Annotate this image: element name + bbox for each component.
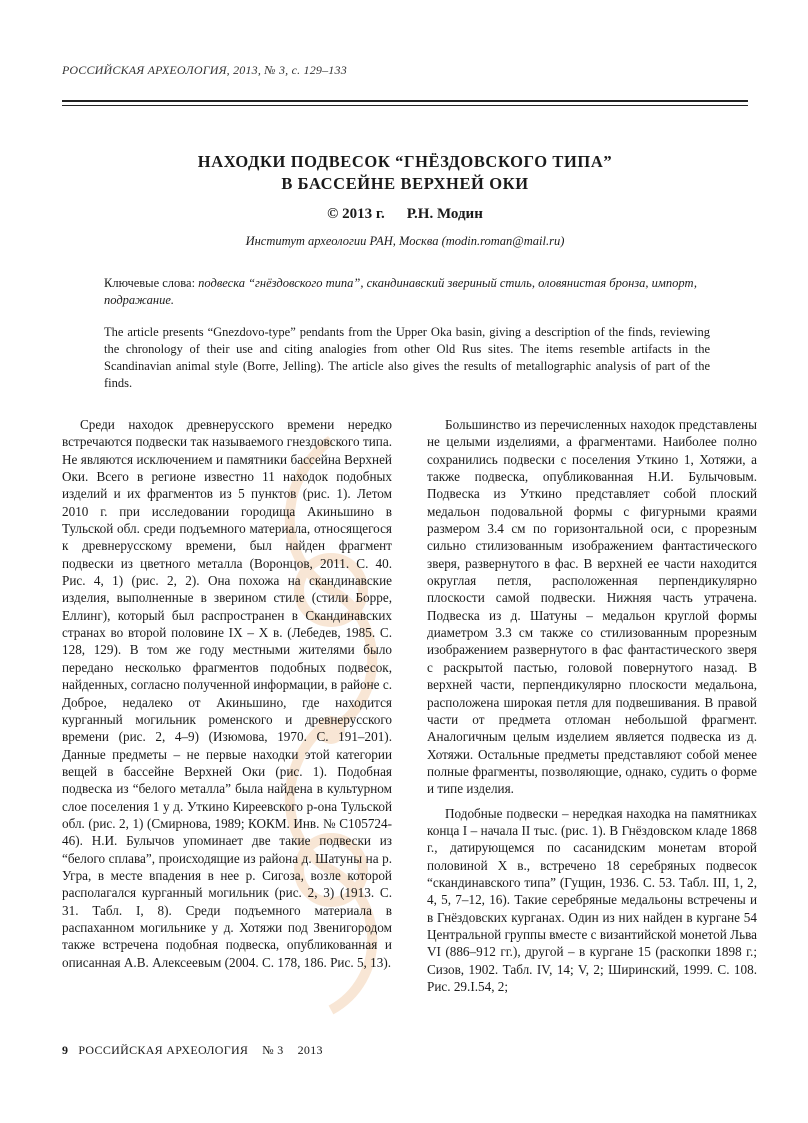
author-name: Р.Н. Модин [406,206,483,222]
keywords [104,275,710,309]
byline [62,206,748,223]
title-line-2: В БАССЕЙНЕ ВЕРХНЕЙ ОКИ [281,174,529,193]
paragraph: Большинство из перечисленных находок представлены не целыми изделиями, а фрагментами. Наиболее полно сохранились подвески с поселения Уткино 1, Хотяжи, а также подвеска, опубликованная Н.И. Булычовым. Подвеска из Уткино представляет собой плоский медальон подовальной формы с фигурными краями размером 3.4 см по горизонтальной оси, с прорезным сильно стилизованным изображением фантастического зверя, развернутого в фас. В верхней ее части находится округлая петля, расположенная перпендикулярно плоскости самой подвески. Нижняя часть утрачена. Подвеска из д. Шатуны – медальон круглой формы диаметром 3.3 см также со стилизованным прорезным изображением развернутого в фас фантастического зверя с раскрытой пастью, головой повернутого назад. В верхней части, перпендикулярно плоскости медальона, расположена широкая петля для подвешивания. В правой части от предмета отломан небольшой фрагмент. Аналогичным целым изделием является подвеска из д. Хотяжи. Остальные предметы представляют собой менее полные фрагменты, позволяющие, однако, судить о форме и типе изделия. [427,417,757,797]
header-rule-thin [62,105,748,106]
page-footer [62,1043,323,1058]
title-line-1: НАХОДКИ ПОДВЕСОК “ГНЁЗДОВСКОГО ТИПА” [197,152,613,171]
copyright-year: © 2013 г. [327,206,385,222]
keywords-label: Ключевые слова: [104,276,199,290]
abstract: The article presents “Gnezdovo-type” pendants from the Upper Oka basin, giving a description of the finds, reviewing the chronology of their use and citing analogies from other Old Rus sites. The items resemble artifacts in the Scandinavian animal style (Borre, Jelling). The article also gives the results of metallographic analysis of part of the finds. [104,325,710,390]
footer-year: 2013 [297,1043,323,1057]
paragraph: Среди находок древнерусского времени нередко встречаются подвески так называемого гнездовского типа. Не являются исключением и памятники бассейна Верхней Оки. Всего в регионе известно 11 находок подобных изделий и их фрагментов из 5 пунктов (рис. 1). Летом 2010 г. при исследовании городища Акиньшино в Тульской обл. среди подъемного материала, относящегося к древнерусскому времени, был найден фрагмент подвески из цветного металла (Воронцов, 2011. С. 40. Рис. 4, 1) (рис. 2, 2). Она похожа на скандинавские изделия, выполненные в зверином стиле (стили Борре, Еллинг), который был распространен в Скандинавских странах во второй половине IX – X в. (Лебедев, 1985. С. 128, 129). В том же году местными жителями было передано несколько фрагментов подобных подвесок, найденных, согласно полученной информации, в районе с. Доброе, недалеко от Акиньшино, где находится курганный могильник роменского и древнерусского времени (рис. 2, 4–9) (Изюмова, 1970. С. 191–201). Данные предметы – не первые находки этой категории вещей в бассейне Верхней Оки (рис. 1). Подобная подвеска из “белого металла” была найдена в культурном слое поселения 1 у д. Уткино Киреевского р-она Тульской обл. (рис. 2, 1) (Смирнова, 1989; КОКМ. Инв. № С105724-46). Н.И. Булычов упоминает две такие подвески из “белого сплава”, происходящие из района д. Шатуны на р. Угра, в месте впадения в нее р. Сигоза, возле которой располагался курганный могильник (рис. 2, 3) (1913. С. 31. Табл. I, 8). Среди подъемного материала в распаханном могильнике у д. Хотяжи под Звенигородом также встречена подобная подвеска, опубликованная и описанная А.В. Алексеевым (2004. С. 178, 186. Рис. 5, 13). [62,417,392,970]
footer-issue: № 3 [262,1043,284,1057]
keywords-text: подвеска “гнёздовского типа”, скандинавский звериный стиль, оловянистая бронза, импорт, подражание. [104,276,697,307]
header-rule-thick [62,100,748,102]
page-number: 9 [62,1043,69,1057]
footer-journal: РОССИЙСКАЯ АРХЕОЛОГИЯ [78,1043,249,1057]
article-title [62,151,748,195]
body-column-left [62,416,392,978]
running-head: РОССИЙСКАЯ АРХЕОЛОГИЯ, 2013, № 3, с. 129–133 [62,63,347,77]
body-column-right [427,416,757,1002]
paragraph: Подобные подвески – нередкая находка на памятниках конца I – начала II тыс. (рис. 1). В Гнёздовском кладе 1868 г., датирующемся по сасанидским монетам второй половиной X в., встречено 18 серебряных подвесок “скандинавского типа” (Гущин, 1936. С. 53. Табл. III, 1, 2, 4, 5, 7–12, 16). Такие серебряные медальоны встречены и в Гнёздовских курганах. Один из них найден в кургане 54 Центральной группы вместе с византийской монетой Льва VI (886–912 гг.), другой – в кургане 15 (раскопки 1898 г.; Сизов, 1902. Табл. IV, 14; V, 2; Ширинский, 1999. С. 108. Рис. 29.I.54, 2; [427,805,757,994]
author-affiliation: Институт археологии РАН, Москва (modin.roman@mail.ru) [245,234,565,248]
